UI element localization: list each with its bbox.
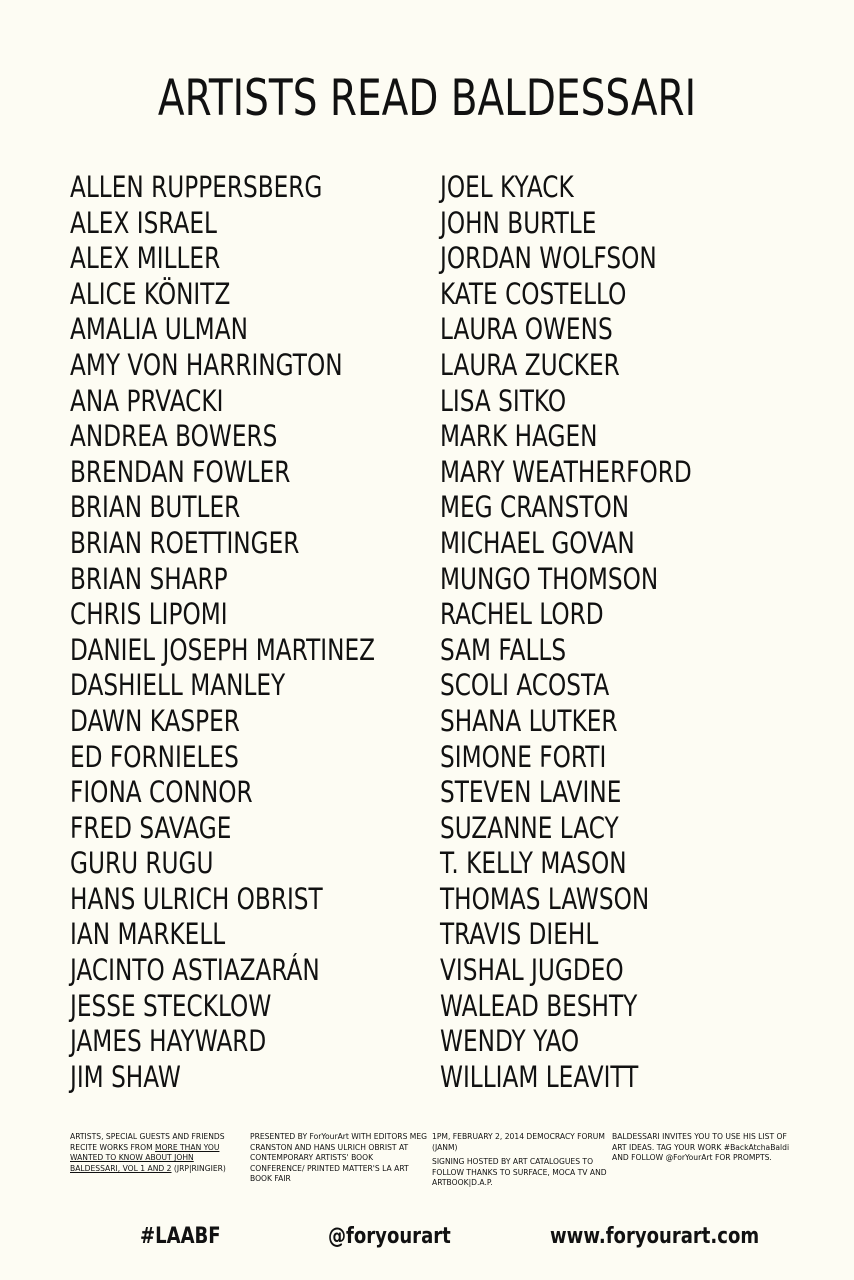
- footer-recite-text: [70, 1132, 245, 1174]
- artist-name: ALEX ISRAEL: [70, 205, 217, 240]
- artist-name: IAN MARKELL: [70, 917, 226, 952]
- artist-name: ALLEN RUPPERSBERG: [70, 170, 323, 204]
- artist-name: RACHEL LORD: [440, 597, 604, 632]
- poster-title: ARTISTS READ BALDESSARI: [157, 69, 697, 127]
- artist-name: JACINTO ASTIAZARÁN: [70, 953, 320, 988]
- footer-invite: [612, 1132, 792, 1164]
- footer-event-info: [432, 1132, 607, 1189]
- footer-recite-prefix: ARTISTS, SPECIAL GUESTS AND FRIENDS RECITE WORKS FROM: [70, 1132, 225, 1152]
- website-link[interactable]: www.foryourart.com: [550, 1224, 760, 1249]
- artist-name: JOEL KYACK: [440, 170, 574, 204]
- artist-name: LAURA ZUCKER: [440, 347, 620, 382]
- footer-signing-text: SIGNING HOSTED BY ART CATALOGUES TO FOLLOW THANKS TO SURFACE, MOCA TV AND ARTBOOK|D.A.P.: [432, 1157, 607, 1188]
- artist-name: BRIAN SHARP: [70, 561, 228, 596]
- artist-name: LAURA OWENS: [440, 312, 613, 347]
- artist-name: MICHAEL GOVAN: [440, 525, 635, 560]
- artist-name: BRIAN BUTLER: [70, 490, 241, 525]
- artist-name: JOHN BURTLE: [440, 205, 597, 240]
- artist-name: KATE COSTELLO: [440, 276, 627, 311]
- hashtag-label: #LAABF: [140, 1224, 221, 1249]
- artist-name: SHANA LUTKER: [440, 703, 618, 738]
- artist-name: ALICE KÖNITZ: [70, 276, 231, 311]
- footer-recite-suffix: (JRP|RINGIER): [171, 1163, 226, 1173]
- artist-name: SIMONE FORTI: [440, 739, 607, 774]
- artist-name: WALEAD BESHTY: [440, 988, 638, 1023]
- artist-name: DAWN KASPER: [70, 703, 240, 738]
- artist-name: T. KELLY MASON: [440, 846, 627, 881]
- social-handle[interactable]: @foryourart: [328, 1224, 451, 1249]
- artist-list-right: [440, 170, 755, 1095]
- artist-name: ANA PRVACKI: [70, 383, 224, 418]
- artist-name: CHRIS LIPOMI: [70, 597, 228, 632]
- artist-name: DANIEL JOSEPH MARTINEZ: [70, 632, 376, 667]
- artist-name: BRENDAN FOWLER: [70, 454, 291, 489]
- artist-name: MUNGO THOMSON: [440, 561, 659, 596]
- artist-name: SAM FALLS: [440, 632, 567, 667]
- artist-name: VISHAL JUGDEO: [440, 953, 624, 988]
- footer-recite-info: [70, 1132, 245, 1174]
- footer-invite-text: BALDESSARI INVITES YOU TO USE HIS LIST OF ART IDEAS. TAG YOUR WORK #BackAtchaBaldi AND FOLLOW @ForYourArt FOR PROMPTS.: [612, 1132, 790, 1163]
- artist-name: THOMAS LAWSON: [440, 881, 650, 916]
- artist-name: ALEX MILLER: [70, 241, 221, 276]
- artist-name: AMY VON HARRINGTON: [70, 347, 343, 382]
- artist-name: SCOLI ACOSTA: [440, 668, 610, 703]
- artist-name: GURU RUGU: [70, 846, 214, 881]
- artist-name: MARK HAGEN: [440, 419, 598, 454]
- artist-name: JIM SHAW: [70, 1059, 181, 1094]
- artist-name: FRED SAVAGE: [70, 810, 232, 845]
- footer-event-time: 1PM, FEBRUARY 2, 2014 DEMOCRACY FORUM (JANM): [432, 1132, 605, 1152]
- artist-name: DASHIELL MANLEY: [70, 668, 286, 703]
- artist-name: MEG CRANSTON: [440, 490, 630, 525]
- artist-name: BRIAN ROETTINGER: [70, 525, 300, 560]
- artist-list-left: [70, 170, 451, 1095]
- artist-name: LISA SITKO: [440, 383, 567, 418]
- artist-name: JAMES HAYWARD: [70, 1024, 267, 1059]
- artist-name: SUZANNE LACY: [440, 810, 619, 845]
- artist-name: HANS ULRICH OBRIST: [70, 881, 323, 916]
- artist-name: TRAVIS DIEHL: [440, 917, 599, 952]
- artist-name: AMALIA ULMAN: [70, 312, 248, 347]
- artist-name: ED FORNIELES: [70, 739, 239, 774]
- artist-name: ANDREA BOWERS: [70, 419, 278, 454]
- artist-name: MARY WEATHERFORD: [440, 454, 692, 489]
- artist-name: WENDY YAO: [440, 1024, 580, 1059]
- book-title-link[interactable]: MORE THAN YOU WANTED TO KNOW ABOUT JOHN BALDESSARI, VOL 1 AND 2: [70, 1142, 220, 1173]
- artist-name: STEVEN LAVINE: [440, 775, 622, 810]
- artist-name: JESSE STECKLOW: [70, 988, 272, 1023]
- artist-name: FIONA CONNOR: [70, 775, 253, 810]
- footer-presented-text: PRESENTED BY ForYourArt WITH EDITORS MEG CRANSTON AND HANS ULRICH OBRIST AT CONTEMPORARY ARTISTS' BOOK CONFERENCE/ PRINTED MATTER'S LA ART BOOK FAIR: [250, 1132, 428, 1184]
- artist-name: JORDAN WOLFSON: [440, 241, 657, 276]
- artist-name: WILLIAM LEAVITT: [440, 1059, 639, 1094]
- footer-presented-by: [250, 1132, 430, 1185]
